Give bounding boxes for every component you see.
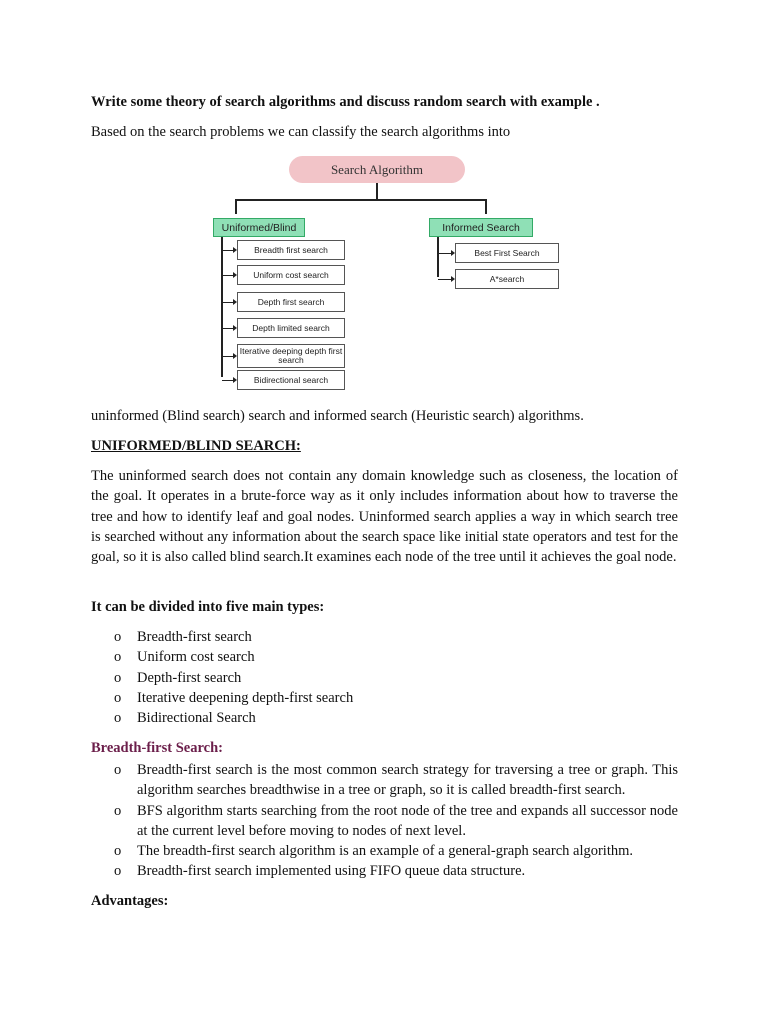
bullet-icon: o <box>114 649 122 666</box>
bullet-icon: o <box>114 762 122 778</box>
classification-text: uninformed (Blind search) search and informed search (Heuristic search) algorithms. <box>91 408 584 424</box>
list-item-text: Breadth-first search <box>137 629 252 645</box>
uninformed-leaf-node: Iterative deeping depth first search <box>237 344 345 368</box>
informed-leaf-node: A*search <box>455 269 559 289</box>
type-item <box>91 688 678 708</box>
branch-connector <box>235 199 487 201</box>
root-connector <box>376 183 378 199</box>
type-item <box>91 647 678 667</box>
arrow-icon <box>233 377 237 383</box>
list-item-text: Depth-first search <box>137 669 242 686</box>
bullet-icon: o <box>114 863 122 880</box>
bfs-point <box>91 861 678 881</box>
arrow-icon <box>451 250 455 256</box>
bfs-point <box>91 841 678 861</box>
list-item-text: Breadth-first search implemented using FIFO queue data structure. <box>137 863 526 880</box>
bfs-point <box>91 760 678 801</box>
bullet-icon: o <box>114 689 122 706</box>
bfs-list <box>91 760 678 882</box>
question-title: Write some theory of search algorithms and discuss random search with example . <box>91 94 600 110</box>
uninformed-leaf-node: Depth first search <box>237 292 345 312</box>
informed-leaf-node: Best First Search <box>455 243 559 263</box>
arrow-icon <box>233 272 237 278</box>
uninformed-leaf-node: Bidirectional search <box>237 370 345 390</box>
bullet-icon: o <box>114 669 122 686</box>
root-node: Search Algorithm <box>289 156 465 183</box>
advantages-heading: Advantages: <box>91 893 169 909</box>
bullet-icon: o <box>114 629 122 645</box>
type-item <box>91 708 678 728</box>
leaf-connector <box>438 253 452 254</box>
list-item-text: Iterative deepening depth-first search <box>137 689 354 706</box>
arrow-icon <box>233 353 237 359</box>
types-heading: It can be divided into five main types: <box>91 599 325 615</box>
informed-node: Informed Search <box>429 218 533 237</box>
arrow-icon <box>233 299 237 305</box>
search-algorithm-diagram <box>205 150 575 395</box>
uninformed-leaf-node: Uniform cost search <box>237 265 345 285</box>
uninformed-leaf-node: Depth limited search <box>237 318 345 338</box>
section-heading: UNIFORMED/BLIND SEARCH: <box>91 438 301 454</box>
bullet-icon: o <box>114 843 122 860</box>
arrow-icon <box>233 325 237 331</box>
bfs-heading: Breadth-first Search: <box>91 740 223 756</box>
uninformed-node: Uniformed/Blind <box>213 218 305 237</box>
type-item <box>91 627 678 647</box>
left-drop <box>235 199 237 214</box>
list-item-text: Uniform cost search <box>137 649 255 666</box>
arrow-icon <box>233 247 237 253</box>
informed-spine <box>437 237 439 277</box>
uninformed-leaf-node: Breadth first search <box>237 240 345 260</box>
bullet-icon: o <box>114 710 122 727</box>
uninformed-paragraph: The uninformed search does not contain any domain knowledge such as closeness, the location of the goal. It operates in a brute-force way as it only includes information about how to traverse the tree and how to identify leaf and goal nodes. Uninformed search applies a way in which search tree is searched without any information about the search space like initial state operators and test for the goal, so it is also called blind search.It examines each node of the tree until it achieves the goal node. <box>91 468 678 566</box>
list-item-text: Bidirectional Search <box>137 710 256 727</box>
leaf-connector <box>438 279 452 280</box>
bfs-point <box>91 801 678 842</box>
list-item-text: Breadth-first search is the most common search strategy for traversing a tree or graph. This algorithm searches breadthwise in a tree or graph, so it is called breadth-first search. <box>137 762 678 799</box>
intro-text: Based on the search problems we can classify the search algorithms into <box>91 124 511 140</box>
arrow-icon <box>451 276 455 282</box>
types-list <box>91 627 678 728</box>
type-item <box>91 668 678 688</box>
bullet-icon: o <box>114 802 122 819</box>
right-drop <box>485 199 487 214</box>
list-item-text: The breadth-first search algorithm is an example of a general-graph search algorithm. <box>137 843 634 860</box>
list-item-text: BFS algorithm starts searching from the root node of the tree and expands all successor node at the current level before moving to nodes of next level. <box>137 802 678 839</box>
